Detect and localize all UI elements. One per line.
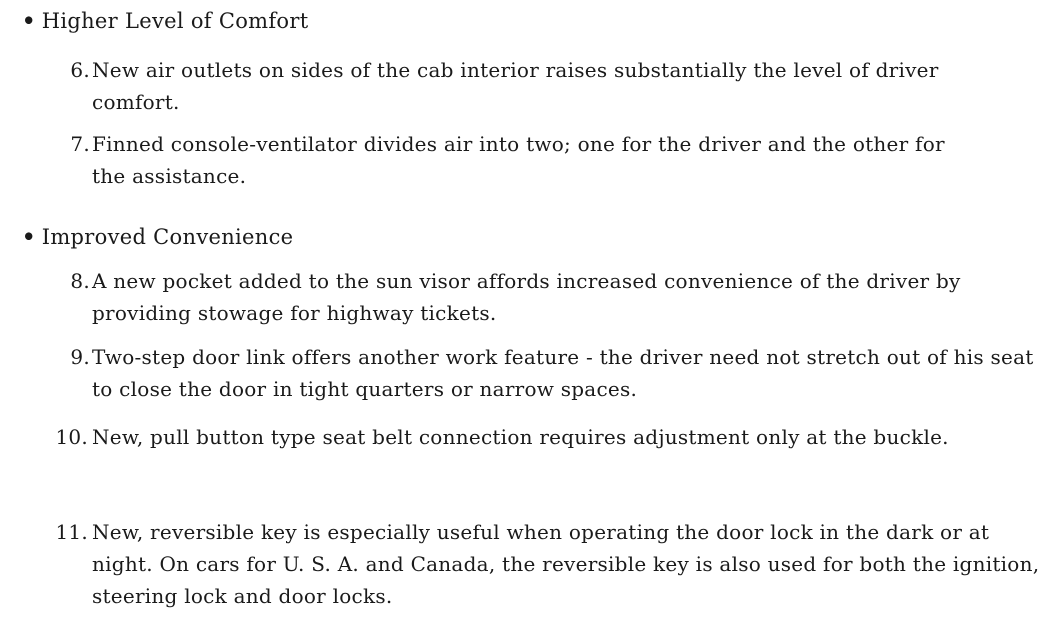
item-text: New air outlets on sides of the cab interior raises substantially the level of driver comfort. bbox=[92, 58, 939, 114]
item-number: 7. bbox=[70, 132, 90, 156]
section-heading-text: Higher Level of Comfort bbox=[41, 9, 309, 33]
list-item-11 bbox=[52, 516, 1042, 612]
list-item-10 bbox=[52, 418, 1042, 456]
item-number: 8. bbox=[70, 269, 90, 293]
item-text: Finned console-ventilator divides air into two; one for the driver and the other for the assistance. bbox=[92, 132, 945, 188]
item-number: 6. bbox=[70, 58, 90, 82]
bullet-icon: • bbox=[22, 8, 36, 33]
item-number: 10. bbox=[55, 425, 88, 449]
item-text: A new pocket added to the sun visor affords increased convenience of the driver by providing stowage for highway tickets. bbox=[92, 269, 961, 325]
section-heading-convenience bbox=[22, 222, 293, 252]
item-text: New, reversible key is especially useful when operating the door lock in the dark or at night. On cars for U. S. A. and Canada, the reversible key is also used for both the ignition, steering lock and door locks. bbox=[92, 520, 1040, 608]
list-item-9 bbox=[52, 341, 1042, 405]
list-item-7 bbox=[52, 128, 1042, 192]
item-number: 9. bbox=[70, 345, 90, 369]
section-heading-text: Improved Convenience bbox=[41, 225, 294, 249]
section-heading-comfort bbox=[22, 6, 308, 36]
bullet-icon: • bbox=[22, 224, 36, 249]
list-item-6 bbox=[52, 54, 1042, 118]
item-text: Two-step door link offers another work feature - the driver need not stretch out of his seat to close the door in tight quarters or narrow spaces. bbox=[92, 345, 1034, 401]
item-text: New, pull button type seat belt connection requires adjustment only at the buckle. bbox=[92, 425, 949, 449]
item-number: 11. bbox=[55, 520, 88, 544]
list-item-8 bbox=[52, 265, 1042, 329]
